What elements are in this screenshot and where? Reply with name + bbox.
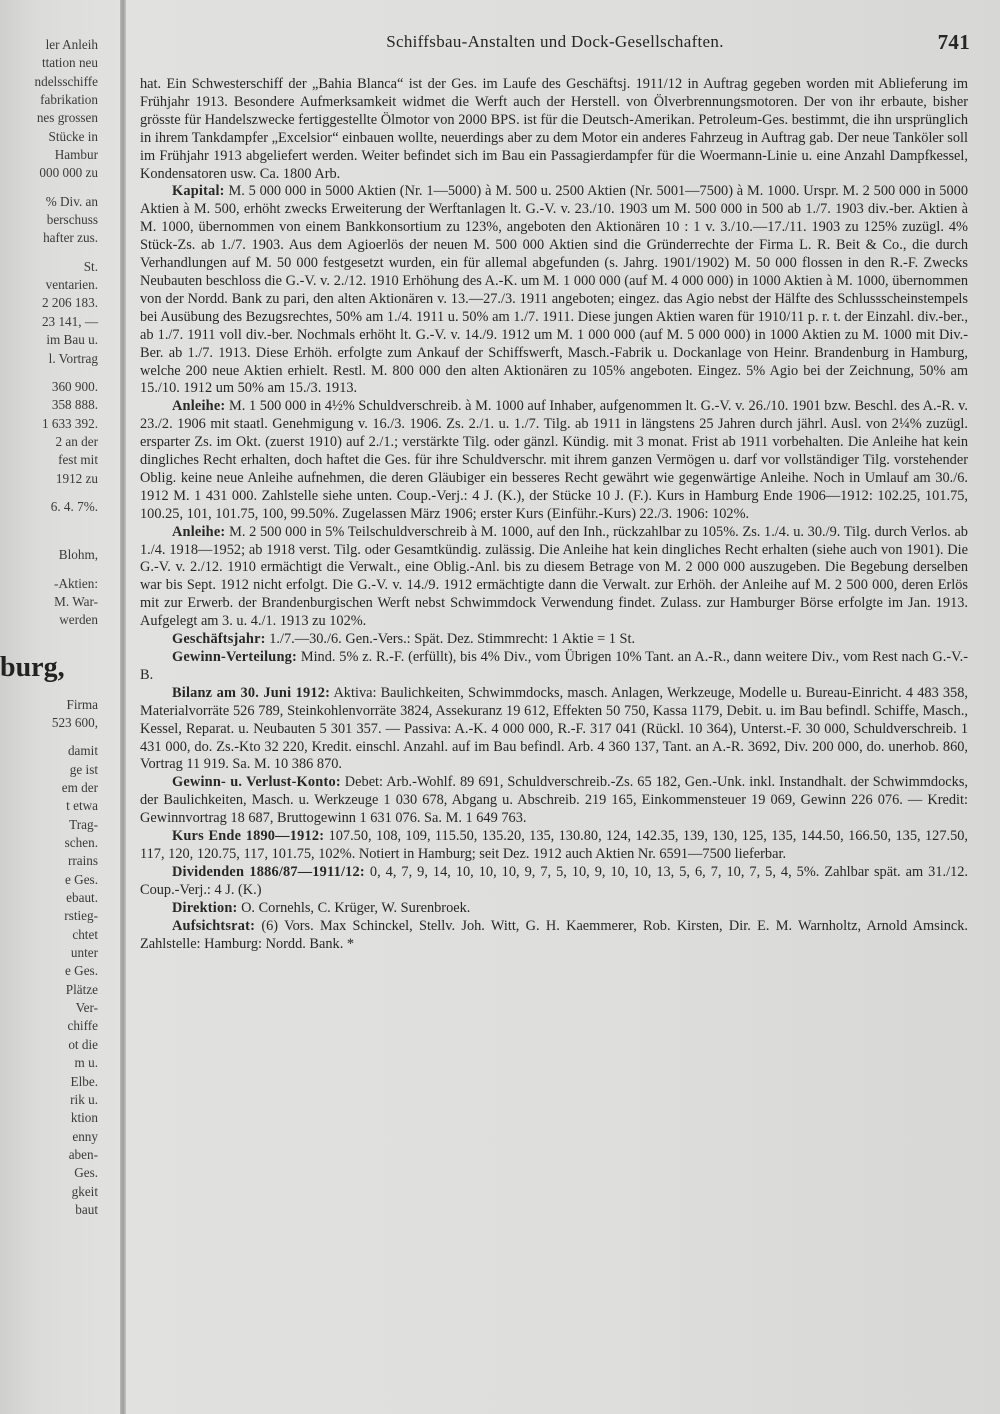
paragraph-label: Anleihe:: [172, 398, 226, 415]
paragraph-text: 1./7.—30./6. Gen.-Vers.: Spät. Dez. Stimmrecht: 1 Aktie = 1 St.: [269, 631, 636, 648]
margin-line: 2 206 183.: [41, 295, 98, 311]
margin-line: M. War-: [54, 593, 98, 609]
paragraph-text: hat. Ein Schwesterschiff der „Bahia Blanca“ ist der Ges. im Laufe des Geschäftsj. 1911/12 in Auftrag gegeben worden mit Ablieferung im Frühjahr 1913. Besondere Aufmerksamkeit widmet die Werft auch der Herstell. von Ölverbrennungsmotoren. Der von ihr erbaute, bisher grösste für Handelszwecke fertiggestellte Ölmotor von 2000 BPS. ist für die Deutsch-Amerikan. Petroleum-Ges. bestimmt, die ihn ursprünglich in ihrem Tankdampfer „Excelsior“ einbauen wollte, neuerdings aber zu dem Motor ein anderes Fahrzeug in Auftrag gab. Der neue Tanköler soll im Frühjahr 1913 abgeliefert werden. Weiter befindet sich im Bau ein Passagierdampfer für die Woermann-Linie u. eine Anzahl Dampfkessel, Kondensatoren usw. Ca. 1800 Arb.: [140, 76, 968, 182]
margin-line: m u.: [74, 1055, 98, 1071]
entry-paragraph: [140, 183, 968, 398]
entry-paragraph: [140, 828, 968, 864]
paragraph-text: 0, 4, 7, 9, 14, 10, 10, 10, 9, 7, 5, 10, 9, 10, 10, 13, 5, 6, 7, 10, 7, 5, 4, 5%. Zahlbar spät. am 31./12. Coup.-Verj.: 4 J. (K.): [140, 863, 968, 898]
margin-line: ge ist: [69, 761, 98, 777]
margin-line: Ges.: [74, 1165, 98, 1181]
margin-line: rik u.: [70, 1091, 98, 1107]
margin-line: [0, 630, 122, 640]
paragraph-text: M. 1 500 000 in 4½% Schuldverschreib. à M. 1000 auf Inhaber, aufgenommen lt. G.-V. v. 26./10. 1901 bzw. Beschl. des A.-R. v. 23./2. 1906 mit staatl. Genehmigung v. 16./3. 1906. Zs. 2./1. u. 1./7. Tilg. ab 1911 in längstens 25 Jahren durch jährl. Ausl. von 2¼% zuzügl. ersparter Zs. im Okt. (zuerst 1910) auf 2./1.; verstärkte Tilg. oder gänzl. Kündig. mit 3 monat. Frist ab 1911 vorbehalten. Die Anleihe hat kein dingliches Recht erhalten, doch haftet die Ges. für ihre Schuldverschr. mit ihrem ganzen Vermögen u. darf vor vollständiger Tilg. vorstehender Oblig. keine neue Anleihe aufnehmen, die deren Gläubiger ein besseres Recht gewährt wie gegenwärtige Anleihe. Noch in Umlauf am 30./6. 1912 M. 1 431 000. Zahlstelle siehe unten. Coup.-Verj.: 4 J. (K.), der Stücke 10 J. (F.). Kurs in Hamburg Ende 1906—1912: 102.25, 101.75, 100.25, 101, 101.75, 100, 99.50%. Zugelassen März 1906; erster Kurs (Einführ.-Kurs) 22./3. 1906: 102%.: [140, 398, 968, 522]
margin-line: ler Anleih: [45, 37, 98, 52]
paragraph-label: Bilanz am 30. Juni 1912:: [172, 684, 331, 701]
margin-line: [0, 488, 122, 498]
margin-line: damit: [67, 743, 98, 759]
paragraph-text: M. 2 500 000 in 5% Teilschuldverschreib à M. 1000, auf den Inh., rückzahlbar zu 105%. Zs. 1./4. u. 30./9. Tilg. durch Verlos. ab 1./4. 1918—1952; ab 1918 verst. Tilg. oder Gesamtkündig. zulässig. Die Anleihe hat kein dingliches Recht erhalten (siehe auch von 1901). Die G.-V. v. 2./12. 1910 ermächtigt die Verwalt., eine Oblig.-Anl. bis zu diesem Betrage von M. 2 000 000 auszugeben. Die Begebung derselben war bis Sept. 1912 nicht erfolgt. Die G.-V. v. 14./9. 1912 ermächtigte dann die Verwalt. zur Erhöh. der Anleihe auf M. 2 500 000, deren Erlös mit zur Erwerb. der Brandenburgischen Werft nebst Schwimmdock Verwendung findet. Zulass. zur Hamburger Börse erfolgte im Jan. 1913. Aufgelegt am 3. u. 4./1. 1913 zu 102%.: [140, 523, 968, 630]
margin-line: 6. 4. 7%.: [50, 498, 98, 514]
margin-line: St.: [83, 258, 98, 274]
margin-line: berschuss: [46, 212, 98, 228]
margin-line: ventarien.: [45, 277, 98, 293]
paragraph-text: O. Cornehls, C. Krüger, W. Surenbroek.: [241, 899, 471, 916]
margin-line: [0, 526, 122, 536]
entry-paragraph: [140, 918, 968, 954]
margin-line: nes grossen: [36, 110, 98, 126]
margin-line: 523 600,: [51, 714, 98, 730]
paragraph-label: Anleihe:: [172, 523, 226, 540]
paragraph-label: Geschäftsjahr:: [172, 631, 266, 648]
margin-line: werden: [59, 612, 98, 628]
margin-line: [0, 183, 122, 193]
entry-paragraph: [140, 631, 968, 649]
margin-line: [0, 516, 122, 526]
paragraph-text: 107.50, 108, 109, 115.50, 135.20, 135, 130.80, 124, 142.35, 139, 130, 125, 135, 144.50, 166.50, 135, 127.50, 117, 120, 120.75, 117, 101.75, 102%. Notiert in Hamburg; seit Dez. 1912 auch Aktien Nr. 6591—7500 lieferbar.: [140, 828, 969, 862]
margin-line: e Ges.: [65, 963, 98, 979]
margin-line: ot die: [68, 1036, 98, 1052]
paragraph-label: Dividenden 1886/87—1911/12:: [172, 863, 365, 880]
margin-line: l. Vortrag: [48, 350, 98, 366]
margin-line: [0, 640, 122, 650]
entry-paragraph: [140, 649, 968, 685]
margin-line: chtet: [72, 926, 98, 942]
margin-line: t etwa: [66, 798, 98, 814]
paragraph-label: Kurs Ende 1890—1912:: [172, 828, 325, 845]
margin-line: burg,: [0, 651, 65, 683]
margin-line: 1 633 392.: [41, 415, 98, 431]
margin-line: e Ges.: [65, 871, 98, 887]
margin-line: ebaut.: [66, 890, 98, 906]
margin-line: 358 888.: [51, 397, 98, 413]
paragraph-label: Aufsichtsrat:: [172, 917, 256, 934]
margin-line: schen.: [64, 835, 98, 851]
margin-line: [0, 565, 122, 575]
margin-line: 23 141, —: [41, 313, 98, 329]
margin-line: chiffe: [67, 1018, 98, 1034]
margin-line: Elbe.: [70, 1073, 98, 1089]
margin-line: unter: [70, 945, 98, 961]
paragraph-label: Direktion:: [172, 899, 238, 916]
margin-line: aben-: [68, 1146, 98, 1162]
running-header: [140, 32, 970, 58]
margin-line: % Div. an: [45, 193, 98, 209]
entry-paragraph: [140, 685, 968, 775]
margin-line: fest mit: [58, 452, 98, 468]
margin-line: enny: [72, 1128, 98, 1144]
paragraph-label: Gewinn-Verteilung:: [172, 649, 297, 665]
margin-line: ndelsschiffe: [34, 73, 98, 89]
entry-paragraph: [140, 864, 968, 900]
margin-line: im Bau u.: [46, 332, 98, 348]
margin-line: ktion: [70, 1110, 98, 1126]
margin-line: baut: [75, 1201, 98, 1217]
margin-line: fabrikation: [40, 92, 98, 108]
paragraph-text: M. 5 000 000 in 5000 Aktien (Nr. 1—5000) à M. 500 u. 2500 Aktien (Nr. 5001—7500) à M. 1000. Urspr. M. 2 500 000 in 5000 Aktien à M. 500, erhöht zwecks Erweiterung der Werftanlagen lt. G.-V. v. 23./10. 1903 um M. 500 000 in 500 ab 1./7. 1903 div.-ber. Aktien à M. 1000, übernommen von einem Bankkonsortium zu 123%, angeboten den Aktionären 10 : 1 v. 3./10.—17./11. 1903 zu 125% zuzügl. 4% Stück-Zs. ab 1./7. 1903. Aus dem Agioerlös der neuen M. 500 000 Aktien sind die Gründerrechte der Firma L. R. Beit & Co., die durch Verhandlungen auf M. 50 000 festgesetzt wurden, ein für allemal abgefunden (s. Jahrg. 1901/1902) M. 50 000 flossen in den R.-F. Zwecks Neubauten beschloss die G.-V. v. 2./12. 1910 Erhöhung des A.-K. um M. 1 000 000 (auf M. 4 000 000) in 1000 Aktien à M. 1000, übernommen von der Nordd. Bank zu pari, den alten Aktionären v. 13.—27./3. 1911 angeboten; eingez. das Agio nebst der Hälfte des Schlussscheinstempels bei Ausübung des Bezugsrechtes, 50% am 1./4. 1911 u. 50% am 1./7. 1911. Diese jungen Aktien waren für 1910/11 p. r. t. der Einzahl. div.-ber., ab 1./7. 1911 voll div.-ber. Nochmals erhöht lt. G.-V. v. 14./9. 1912 um M. 1 000 000 (auf M. 5 000 000) in 1000 Aktien zu M. 1000 mit Div.-Ber. ab 1./7. 1913. Diese Erhöh. erfolgte zum Ankauf der Schiffswerft, Masch.-Fabrik u. Dockanlage von Heinr. Brandenburg in Hamburg, welche 200 neue Aktien erhielt. Restl. M. 800 000 den alten Aktionären zu 105% angeboten. Eingez. 5% Agio bei der Zeichnung, 50% am 15./10. 1912 um 50% am 15./3. 1913.: [140, 183, 968, 397]
margin-line: [0, 732, 122, 742]
margin-line: ttation neu: [41, 55, 98, 71]
header-title: Schiffsbau-Anstalten und Dock-Gesellschaften.: [386, 32, 724, 51]
margin-line: 360 900.: [51, 378, 98, 394]
entry-paragraph: [140, 76, 968, 183]
margin-line: Plätze: [65, 981, 98, 997]
paragraph-label: Kapital:: [172, 183, 225, 200]
margin-line: [0, 248, 122, 258]
company-entry-text: [140, 76, 968, 953]
margin-line: 1912 zu: [55, 470, 98, 486]
margin-line: Firma: [66, 696, 98, 712]
margin-line: [0, 368, 122, 378]
facing-page-margin-column: [0, 36, 122, 1406]
margin-line: Blohm,: [58, 547, 98, 563]
entry-paragraph: [140, 524, 968, 631]
margin-line: Trag-: [69, 816, 98, 832]
entry-paragraph: [140, 398, 968, 523]
margin-line: Stücke in: [48, 128, 98, 144]
entry-paragraph: [140, 900, 968, 918]
margin-line: Ver-: [75, 1000, 98, 1016]
margin-line: rstieg-: [64, 908, 98, 924]
paragraph-text: Mind. 5% z. R.-F. (erfüllt), bis 4% Div., vom Übrigen 10% Tant. an A.-R., dann weitere Div., vom Rest nach G.-V.-B.: [140, 649, 968, 683]
paragraph-label: Gewinn- u. Verlust-Konto:: [172, 774, 341, 791]
margin-line: -Aktien:: [54, 575, 98, 591]
margin-line: rrains: [67, 853, 98, 869]
margin-line: [0, 536, 122, 546]
margin-line: hafter zus.: [43, 230, 98, 246]
margin-line: [0, 686, 122, 696]
margin-line: em der: [61, 780, 98, 795]
margin-line: Hambur: [54, 147, 98, 163]
paragraph-text: Debet: Arb.-Wohlf. 89 691, Schuldverschreib.-Zs. 65 182, Gen.-Unk. inkl. Instandhalt. der Schwimmdocks, der Baulichkeiten, Masch. u. Werkzeuge 1 030 678, Abgang u. Abschreib. 219 165, Einkommensteuer 19 069, Gewinn 226 076. — Kredit: Gewinnvortrag 18 687, Bruttogewinn 1 631 076. Sa. M. 1 649 763.: [140, 774, 968, 827]
paragraph-text: Aktiva: Baulichkeiten, Schwimmdocks, masch. Anlagen, Werkzeuge, Modelle u. Bureau-Einricht. 4 483 358, Materialvorräte 526 789, Steinkohlenvorräte 3824, Assekuranz 19 612, Effekten 50 750, Kassa 1179, Debit. u. im Bau befindl. Schiffe, Masch., Kessel, Reparat. u. Neubauten 5 301 357. — Passiva: A.-K. 4 000 000, R.-F. 317 041 (Rückl. 10 364), Unterst.-F. 30 000, Schuldverschreib. 1 431 000, do. Zs.-Kto 32 220, Kredit. einschl. Anzahl. auf im Bau befindl. Arb. 4 360 137, Tant. an A.-R. 3692, Div. 200 000, do. unerhob. 860, Vortrag 11 919. Sa. M. 10 386 870.: [140, 684, 968, 773]
margin-line: 2 an der: [55, 433, 98, 449]
margin-line: gkeit: [71, 1183, 98, 1199]
margin-line: 000 000 zu: [39, 165, 98, 181]
entry-paragraph: [140, 774, 968, 828]
paragraph-text: (6) Vors. Max Schinckel, Stellv. Joh. Witt, G. H. Kaemmerer, Rob. Kirsten, Dir. E. M. Warnholtz, Arnold Amsinck. Zahlstelle: Hamburg: Nordd. Bank. *: [140, 917, 968, 952]
page-number: 741: [937, 30, 970, 54]
